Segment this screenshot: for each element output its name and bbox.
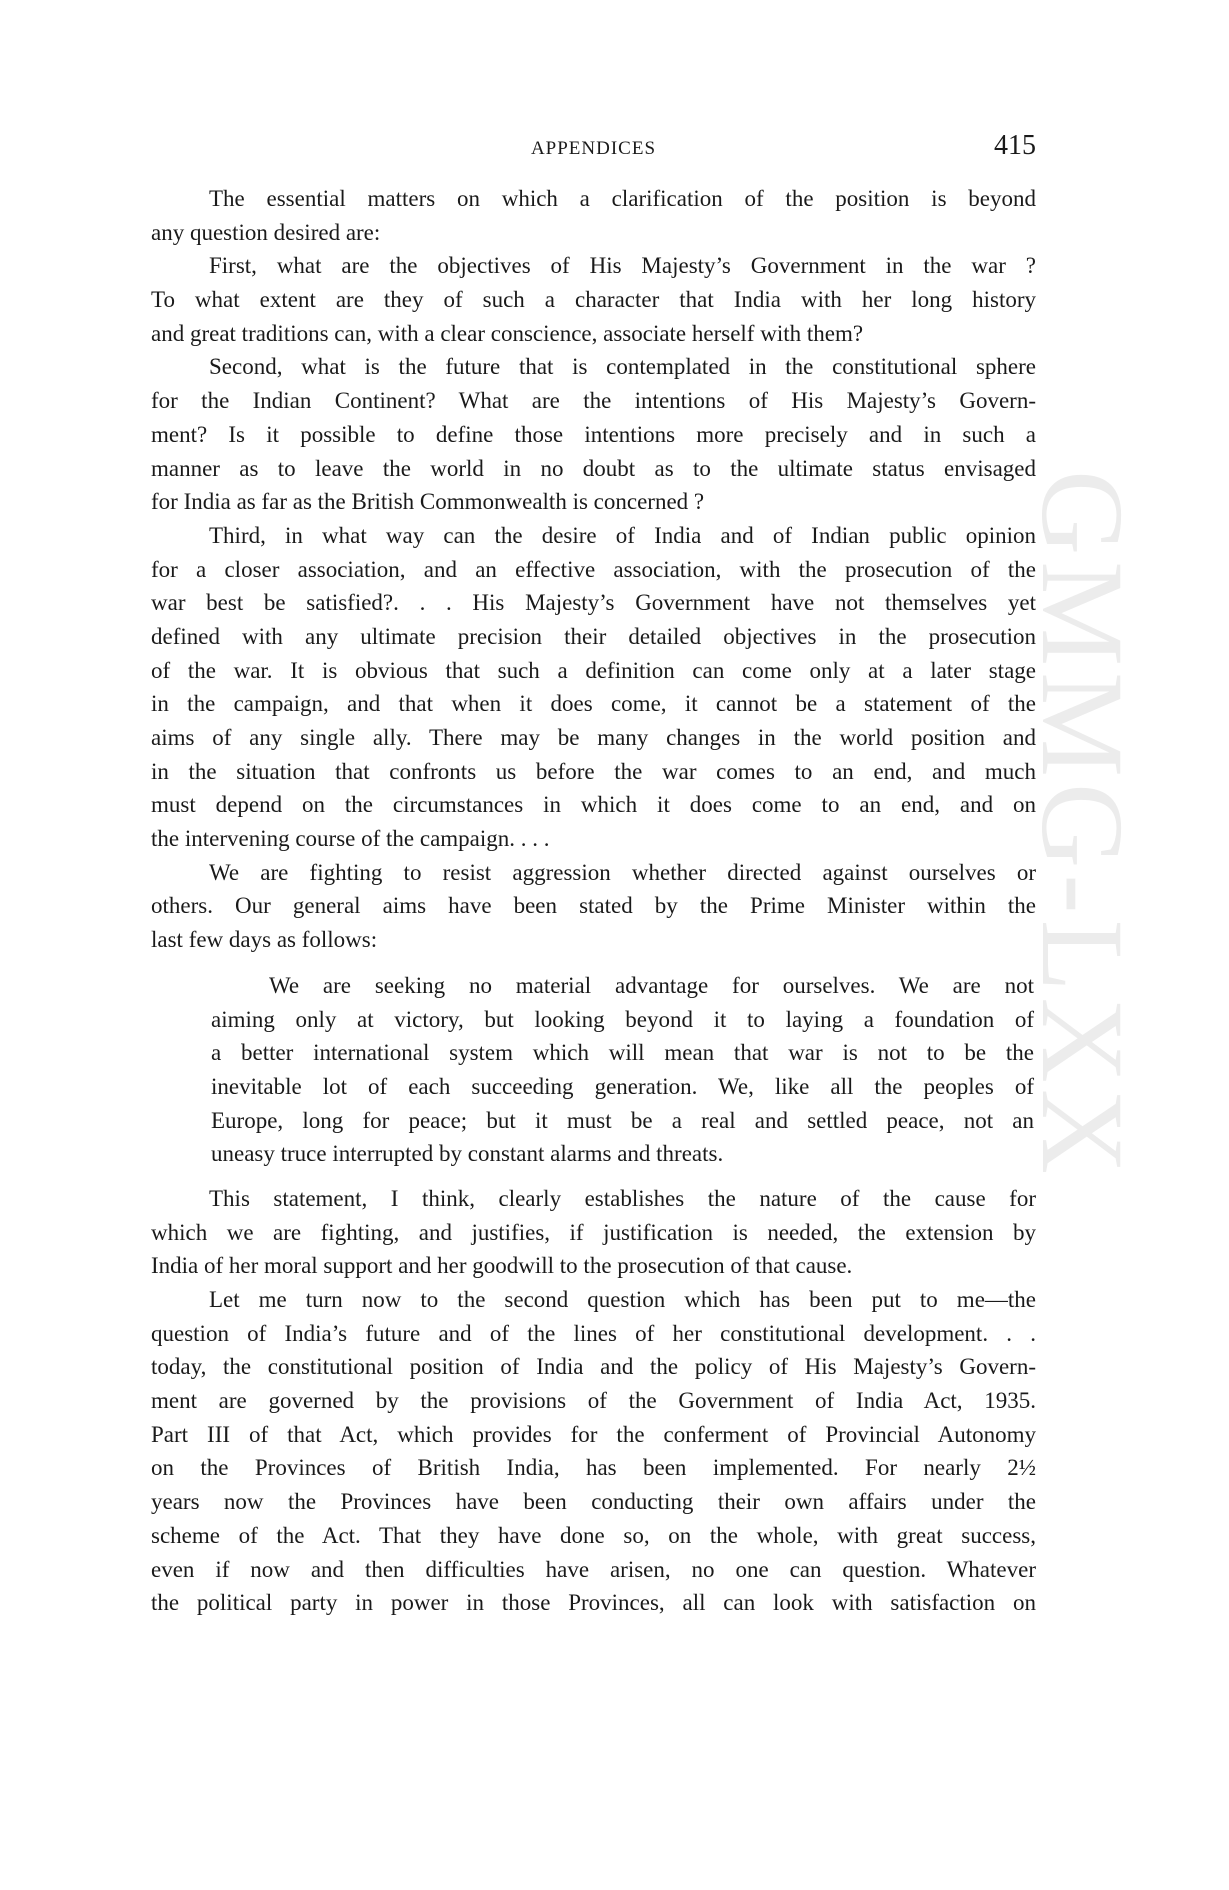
- text-line: Part III of that Act, which provides for the conferment of Provincial Autonomy: [151, 1421, 1036, 1447]
- text-line: others. Our general aims have been stated by the Prime Minister within the: [151, 893, 1036, 919]
- text-line: aiming only at victory, but looking beyond it to laying a foundation of: [211, 1006, 1034, 1032]
- text-line: today, the constitutional position of India and the policy of His Majesty’s Govern-: [151, 1354, 1036, 1380]
- paragraph: [151, 856, 1036, 957]
- paragraph: [151, 249, 1036, 350]
- text-line: inevitable lot of each succeeding generation. We, like all the peoples of: [211, 1073, 1034, 1099]
- text-line: defined with any ultimate precision their detailed objectives in the prosecution: [151, 623, 1036, 649]
- text-line: We are seeking no material advantage for ourselves. We are not: [269, 972, 1034, 998]
- text-line: a better international system which will mean that war is not to be the: [211, 1040, 1034, 1066]
- text-line: for the Indian Continent? What are the intentions of His Majesty’s Govern-: [151, 388, 1036, 414]
- text-line: which we are fighting, and justifies, if justification is needed, the extension by: [151, 1219, 1036, 1245]
- text-line: question of India’s future and of the lines of her constitutional development. . .: [151, 1320, 1036, 1346]
- block-quote: [211, 969, 1034, 1171]
- text-line: India of her moral support and her goodwill to the prosecution of that cause.: [151, 1253, 853, 1279]
- paragraph: [151, 1283, 1036, 1620]
- text-line: must depend on the circumstances in which it does come to an end, and on: [151, 792, 1036, 818]
- paragraph: [151, 182, 1036, 249]
- paragraphs-after-quote: [151, 1182, 1036, 1620]
- paragraph: [151, 350, 1036, 518]
- page-header: [151, 130, 1036, 164]
- text-line: Third, in what way can the desire of India and of Indian public opinion: [209, 522, 1036, 548]
- text-line: ment? Is it possible to define those intentions more precisely and in such a: [151, 421, 1036, 447]
- text-line: First, what are the objectives of His Majesty’s Government in the war ?: [209, 253, 1036, 279]
- text-line: for India as far as the British Commonwealth is concerned ?: [151, 489, 705, 515]
- running-head: APPENDICES: [530, 138, 657, 159]
- paragraph: [151, 1182, 1036, 1283]
- watermark-text: GMMG-LXX: [1017, 470, 1148, 1181]
- text-line: The essential matters on which a clarification of the position is beyond: [209, 186, 1036, 211]
- text-line: This statement, I think, clearly establishes the nature of the cause for: [209, 1185, 1036, 1211]
- text-line: the intervening course of the campaign. . . .: [151, 826, 550, 852]
- text-line: scheme of the Act. That they have done so, on the whole, with great success,: [151, 1522, 1036, 1548]
- text-line: last few days as follows:: [151, 927, 378, 953]
- text-line: in the situation that confronts us before the war comes to an end, and much: [151, 758, 1036, 784]
- text-line: in the campaign, and that when it does come, it cannot be a statement of the: [151, 691, 1036, 717]
- page-body: [151, 182, 1036, 1620]
- text-line: any question desired are:: [151, 219, 381, 245]
- text-line: the political party in power in those Provinces, all can look with satisfaction on: [151, 1590, 1036, 1616]
- text-line: war best be satisfied?. . . His Majesty’s Government have not themselves yet: [151, 590, 1036, 616]
- text-line: on the Provinces of British India, has been implemented. For nearly 2½: [151, 1455, 1036, 1481]
- text-line: ment are governed by the provisions of the Government of India Act, 1935.: [151, 1388, 1036, 1414]
- text-line: Let me turn now to the second question which has been put to me—the: [209, 1287, 1036, 1312]
- text-line: manner as to leave the world in no doubt as to the ultimate status envisaged: [151, 455, 1036, 481]
- text-line: Europe, long for peace; but it must be a real and settled peace, not an: [211, 1107, 1034, 1133]
- text-line: aims of any single ally. There may be many changes in the world position and: [151, 725, 1036, 750]
- text-line: of the war. It is obvious that such a definition can come only at a later stage: [151, 657, 1036, 683]
- text-line: We are fighting to resist aggression whether directed against ourselves or: [209, 859, 1036, 885]
- text-line: years now the Provinces have been conducting their own affairs under the: [151, 1489, 1036, 1515]
- text-line: Second, what is the future that is contemplated in the constitutional sphere: [209, 354, 1036, 380]
- page-number: 415: [994, 130, 1036, 161]
- text-line: for a closer association, and an effective association, with the prosecution of the: [151, 556, 1036, 582]
- text-line: To what extent are they of such a character that India with her long history: [151, 287, 1036, 313]
- text-line: uneasy truce interrupted by constant alarms and threats.: [211, 1141, 724, 1167]
- paragraphs-before-quote: [151, 182, 1036, 957]
- paragraph: [151, 519, 1036, 856]
- text-line: and great traditions can, with a clear conscience, associate herself with them?: [151, 320, 864, 346]
- text-line: even if now and then difficulties have arisen, no one can question. Whatever: [151, 1556, 1036, 1582]
